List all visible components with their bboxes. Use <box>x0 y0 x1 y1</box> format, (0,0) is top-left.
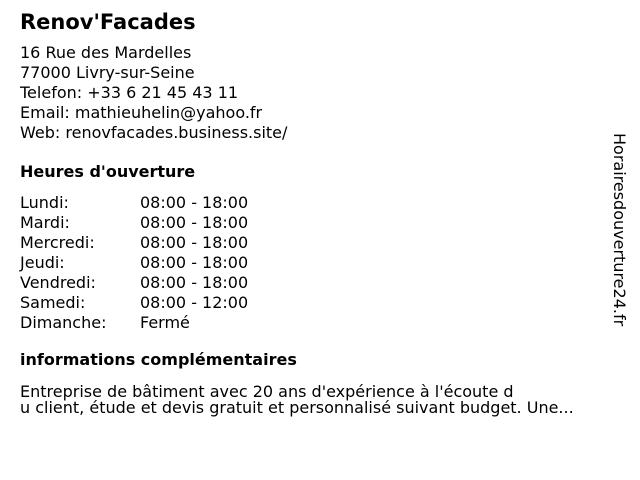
web-value: renovfacades.business.site/ <box>65 123 288 142</box>
additional-info-heading: informations complémentaires <box>20 350 297 369</box>
email-value: mathieuhelin@yahoo.fr <box>74 103 263 122</box>
hours-row-friday <box>20 273 248 293</box>
web-label: Web: <box>20 123 61 142</box>
email-label: Email: <box>20 103 70 122</box>
time-value: 08:00 - 18:00 <box>140 213 249 232</box>
address-line-1: 16 Rue des Mardelles <box>20 43 192 62</box>
site-watermark-vertical-text: Horairesdouverture24.fr <box>610 133 629 327</box>
hours-row-monday <box>20 193 248 213</box>
phone-value: +33 6 21 45 43 11 <box>87 83 239 102</box>
opening-hours-table <box>20 193 248 333</box>
email-line <box>20 103 287 123</box>
additional-info-text <box>20 384 574 416</box>
day-label: Samedi: <box>20 293 86 312</box>
address-line-2: 77000 Livry-sur-Seine <box>20 63 195 82</box>
phone-label: Telefon: <box>20 83 83 102</box>
contact-block <box>20 43 287 143</box>
time-value: Fermé <box>140 313 190 332</box>
time-value: 08:00 - 12:00 <box>140 293 249 312</box>
info-line-2: u client, étude et devis gratuit et personnalisé suivant budget. Une... <box>20 398 574 417</box>
time-value: 08:00 - 18:00 <box>140 253 249 272</box>
web-line <box>20 123 287 143</box>
day-label: Mercredi: <box>20 233 95 252</box>
page-title: Renov'Facades <box>20 10 196 34</box>
opening-hours-heading: Heures d'ouverture <box>20 162 196 181</box>
day-label: Dimanche: <box>20 313 107 332</box>
time-value: 08:00 - 18:00 <box>140 273 249 292</box>
hours-row-wednesday <box>20 233 248 253</box>
hours-row-tuesday <box>20 213 248 233</box>
time-value: 08:00 - 18:00 <box>140 193 249 212</box>
time-value: 08:00 - 18:00 <box>140 233 249 252</box>
phone-line <box>20 83 287 103</box>
day-label: Jeudi: <box>20 253 65 272</box>
hours-row-thursday <box>20 253 248 273</box>
day-label: Lundi: <box>20 193 69 212</box>
day-label: Vendredi: <box>20 273 96 292</box>
info-line-1: Entreprise de bâtiment avec 20 ans d'expérience à l'écoute d <box>20 382 514 401</box>
day-label: Mardi: <box>20 213 70 232</box>
hours-row-saturday <box>20 293 248 313</box>
hours-row-sunday <box>20 313 248 333</box>
